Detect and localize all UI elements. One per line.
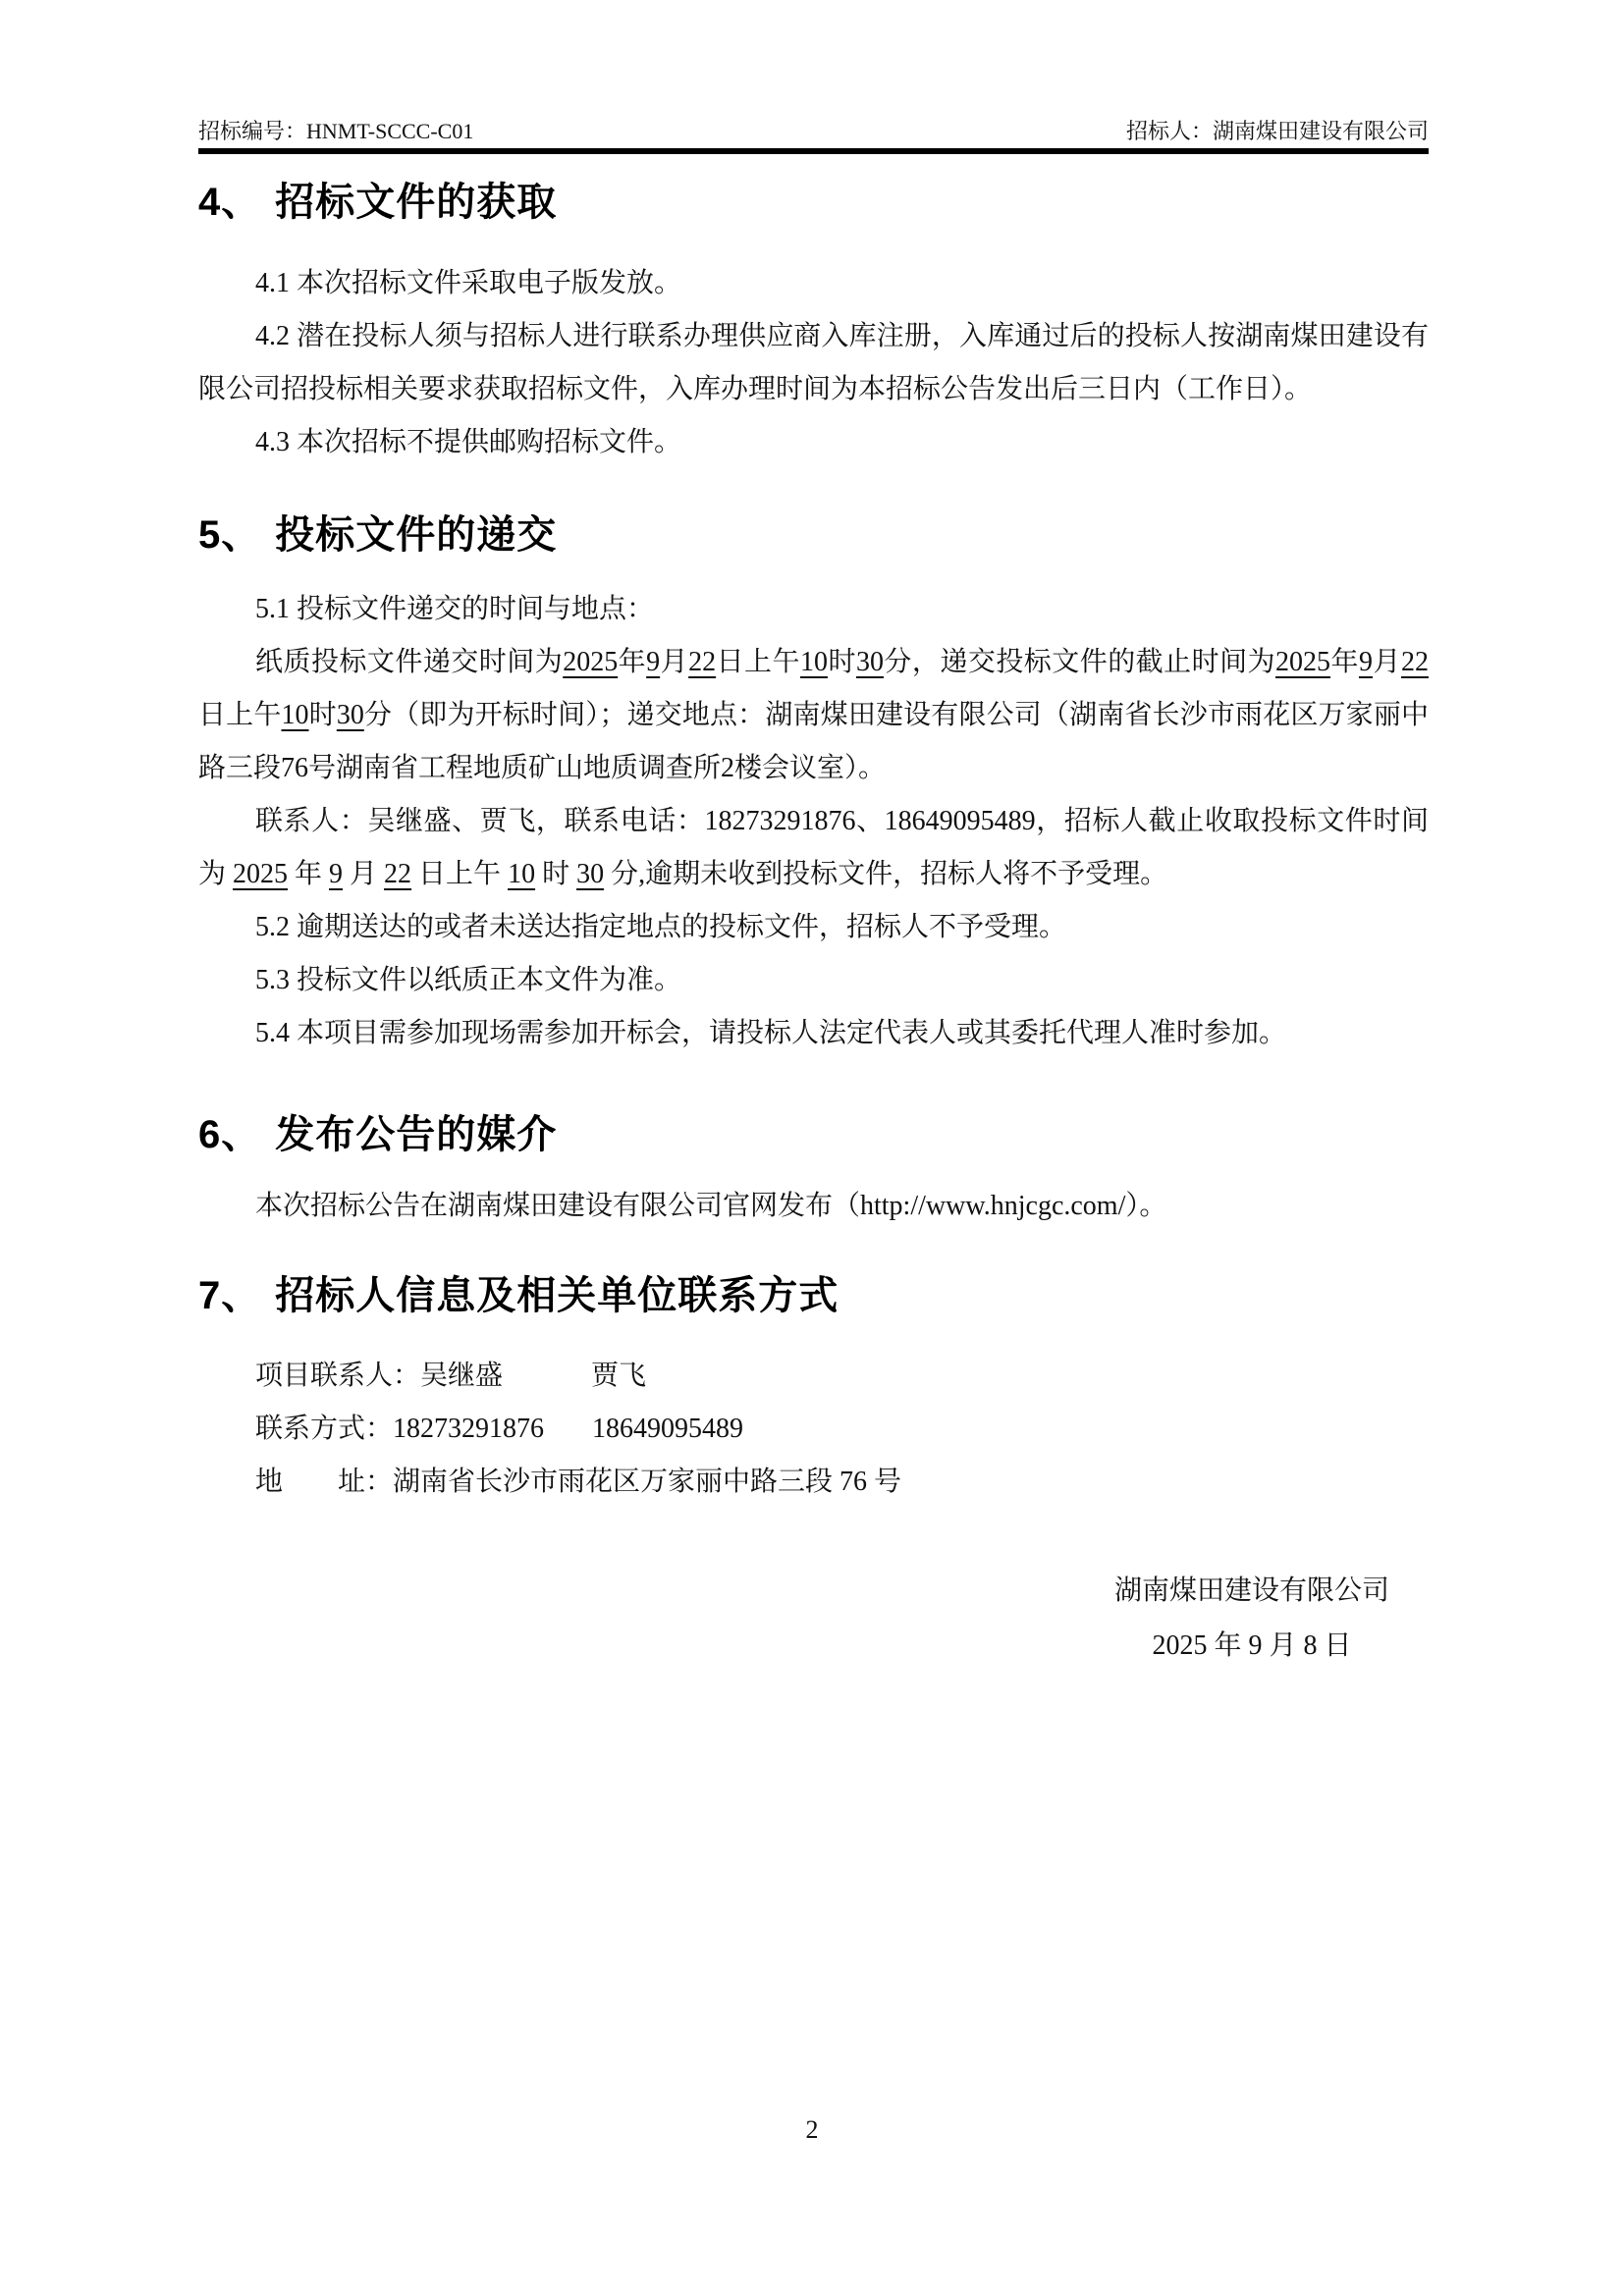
contact-address-value: 湖南省长沙市雨花区万家丽中路三段 76 号 bbox=[393, 1467, 902, 1497]
page-number: 2 bbox=[805, 2115, 819, 2144]
section-7-number: 7、 bbox=[198, 1274, 262, 1317]
header-tenderer bbox=[1126, 118, 1429, 145]
contact-address-row bbox=[198, 1456, 1429, 1509]
paragraph-5-2: 5.2 逾期送达的或者未送达指定地点的投标文件，招标人不予受理。 bbox=[255, 912, 1067, 942]
signature-block bbox=[1114, 1564, 1389, 1674]
signature-date: 2025 年 9 月 8 日 bbox=[1152, 1630, 1352, 1661]
section-5-heading bbox=[198, 511, 1429, 559]
paragraph-5-4: 5.4 本项目需参加现场需参加开标会，请投标人法定代表人或其委托代理人准时参加。 bbox=[255, 1018, 1287, 1048]
contact-address-label: 地 址： bbox=[255, 1467, 394, 1497]
contact-person-label: 项目联系人： bbox=[255, 1361, 421, 1391]
section-4-heading bbox=[198, 179, 1429, 226]
header-tender-number bbox=[198, 118, 473, 145]
tenderer-value: 湖南煤田建设有限公司 bbox=[1212, 119, 1429, 143]
signature-company: 湖南煤田建设有限公司 bbox=[1113, 1575, 1389, 1606]
tender-number-value: HNMT-SCCC-C01 bbox=[306, 119, 474, 143]
header-divider bbox=[198, 148, 1429, 154]
paragraph-4-1: 4.1 本次招标文件采取电子版发放。 bbox=[255, 268, 682, 298]
paragraph-5-3: 5.3 投标文件以纸质正本文件为准。 bbox=[255, 965, 682, 995]
paragraph-4-2: 4.2 潜在投标人须与招标人进行联系办理供应商入库注册，入库通过后的投标人按湖南煤田建设有限公司招投标相关要求获取招标文件，入库办理时间为本招标公告发出后三日内（工作日）。 bbox=[198, 321, 1429, 404]
section-6-number: 6、 bbox=[198, 1113, 262, 1156]
section-7-title: 招标人信息及相关单位联系方式 bbox=[275, 1274, 839, 1317]
contact-phone-row bbox=[198, 1403, 1429, 1456]
tenderer-label: 招标人： bbox=[1125, 119, 1213, 143]
contact-person-name-1: 吴继盛 bbox=[420, 1361, 504, 1391]
section-6-title: 发布公告的媒介 bbox=[275, 1113, 558, 1156]
paragraph-5-2-submission-time: 纸质投标文件递交时间为2025年9月22日上午10时30分，递交投标文件的截止时间为2025年9月22日上午10时30分（即为开标时间）；递交地点：湖南煤田建设有限公司（湖南省长沙市雨花区万家丽中路三段76号湖南省工程地质矿山地质调查所2楼会议室）。 bbox=[198, 647, 1429, 783]
section-6-heading bbox=[198, 1111, 1429, 1158]
section-4-number: 4、 bbox=[198, 181, 262, 224]
paragraph-4-3: 4.3 本次招标不提供邮购招标文件。 bbox=[255, 427, 682, 457]
contact-phone-2: 18649095489 bbox=[592, 1414, 744, 1444]
tender-number-label: 招标编号： bbox=[198, 119, 307, 143]
contact-person-row bbox=[198, 1350, 1429, 1403]
section-5-number: 5、 bbox=[198, 513, 262, 557]
paragraph-6-1: 本次招标公告在湖南煤田建设有限公司官网发布（http://www.hnjcgc.com/）。 bbox=[255, 1191, 1167, 1221]
paragraph-5-1: 5.1 投标文件递交的时间与地点： bbox=[255, 594, 655, 624]
section-7-heading bbox=[198, 1272, 1429, 1319]
contact-phone-label: 联系方式： bbox=[255, 1414, 394, 1444]
page-header bbox=[198, 118, 1429, 145]
contact-phone-1: 18273291876 bbox=[393, 1414, 545, 1444]
document-content bbox=[198, 179, 1429, 1674]
section-5-title: 投标文件的递交 bbox=[275, 513, 558, 557]
section-4-title: 招标文件的获取 bbox=[275, 181, 558, 224]
paragraph-5-3-contacts: 联系人：吴继盛、贾飞，联系电话：18273291876、18649095489，招标人截止收取投标文件时间为 2025 年 9 月 22 日上午 10 时 30 分,逾期未收到投标文件，招标人将不予受理。 bbox=[198, 806, 1429, 889]
contact-person-name-2: 贾飞 bbox=[591, 1361, 647, 1391]
